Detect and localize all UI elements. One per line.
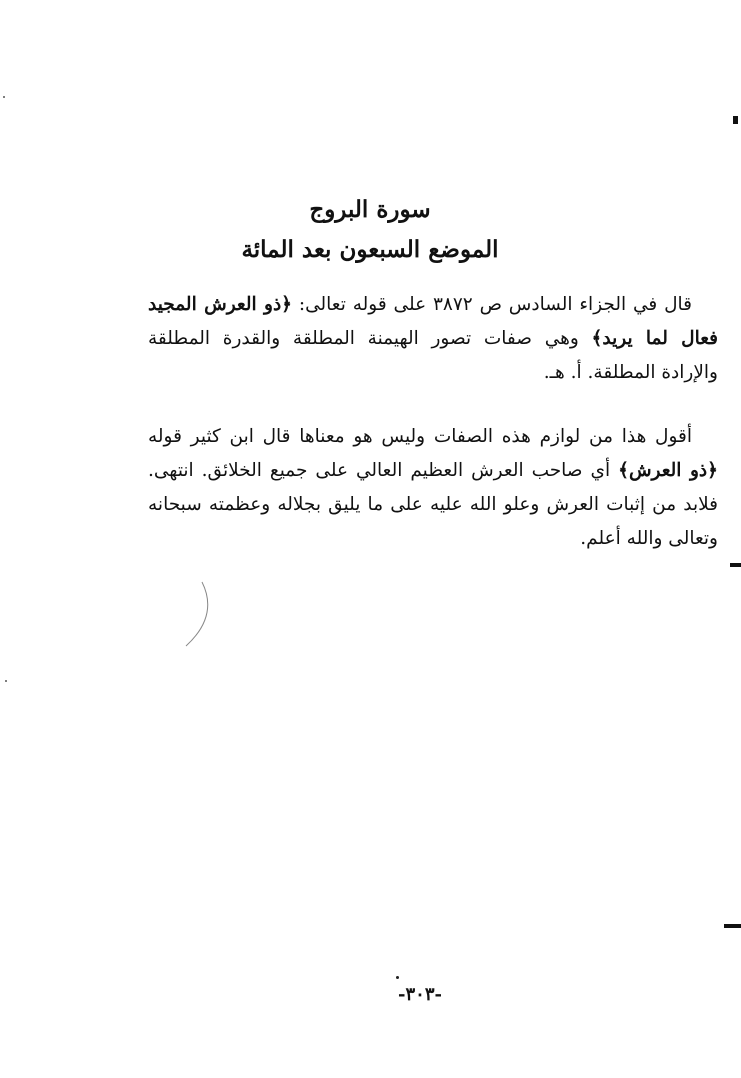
paragraph-2-intro: أقول هذا من لوازم هذه الصفات وليس هو معناها قال ابن كثير قوله <box>148 426 692 447</box>
paragraph-2-rest: أي صاحب العرش العظيم العالي على جميع الخلائق. انتهى. فلابد من إثبات العرش وعلو الله عليه على ما يليق بجلاله وعظمته سبحانه وتعالى والله أعلم. <box>148 460 718 549</box>
scan-mark <box>724 924 741 928</box>
paragraph-1 <box>148 288 718 390</box>
scan-pencil-stroke <box>150 580 220 650</box>
scan-speck <box>5 680 7 682</box>
paragraph-1-rest: وهي صفات تصور الهيمنة المطلقة والقدرة المطلقة والإرادة المطلقة. <box>148 328 718 383</box>
paragraph-1-verse: ﴿ذو العرش المجيد فعال لما يريد﴾ <box>148 294 718 349</box>
scan-mark <box>730 563 741 567</box>
scan-speck <box>396 976 399 979</box>
paragraph-1-end: أ. هـ. <box>543 362 588 383</box>
page-number: -٣٠٣- <box>398 984 442 1005</box>
paragraph-2-verse: ﴿ذو العرش﴾ <box>618 460 718 481</box>
paragraph-1-intro: قال في الجزاء السادس ص ٣٨٧٢ على قوله تعالى: <box>292 294 693 315</box>
paragraph-2 <box>148 420 718 556</box>
surah-title: سورة البروج <box>309 196 431 223</box>
section-title: الموضع السبعون بعد المائة <box>241 236 499 263</box>
scan-mark <box>733 116 738 124</box>
scan-speck <box>3 96 5 98</box>
